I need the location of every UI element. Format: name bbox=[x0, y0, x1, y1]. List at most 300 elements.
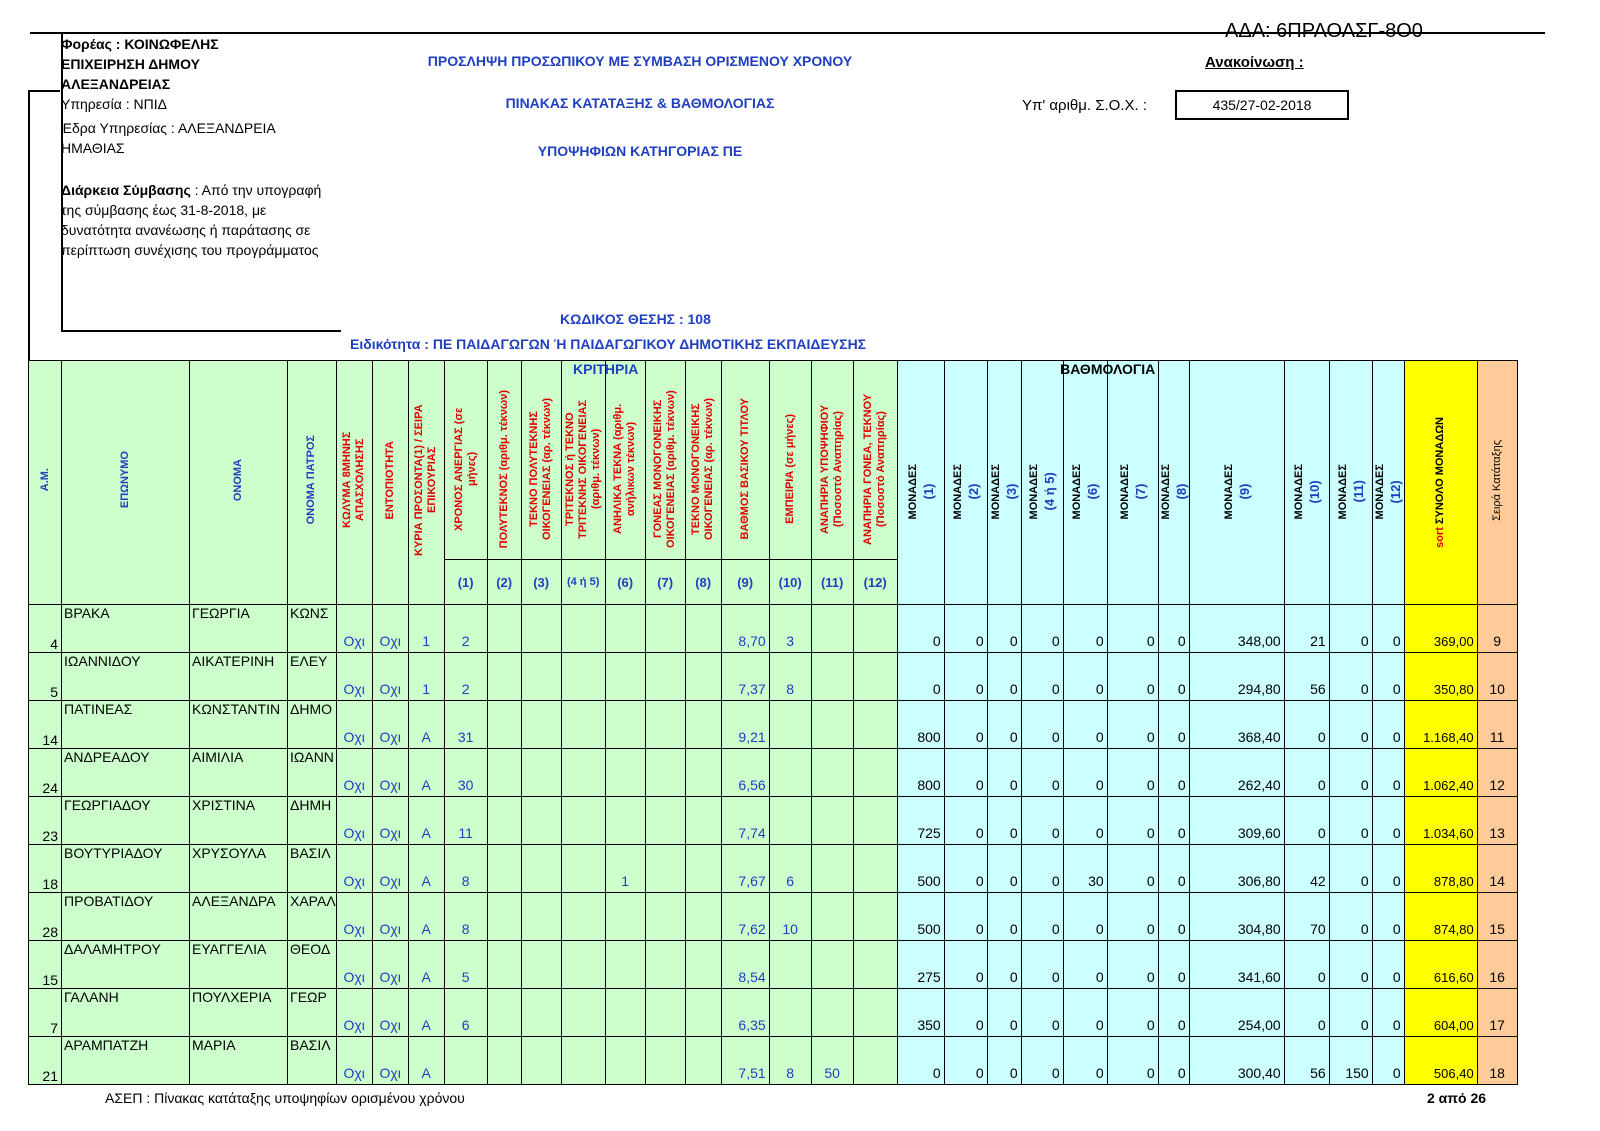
cell-c10 bbox=[769, 797, 811, 845]
cell-kyr: 1 bbox=[408, 605, 444, 653]
cell-empty bbox=[487, 653, 521, 701]
cell-m7: 0 bbox=[1107, 749, 1158, 797]
cell-m11: 0 bbox=[1329, 845, 1372, 893]
cell-c1 bbox=[444, 1037, 487, 1085]
cell-empty bbox=[521, 653, 561, 701]
cell-empty bbox=[521, 845, 561, 893]
cell-empty bbox=[561, 749, 605, 797]
cell-ep: ΔΑΛΑΜΗΤΡΟΥ bbox=[62, 941, 190, 989]
cell-m4: 0 bbox=[1021, 749, 1063, 797]
cell-pat: ΧΑΡΑΛ bbox=[288, 893, 337, 941]
cell-m12: 0 bbox=[1372, 701, 1404, 749]
cell-m7: 0 bbox=[1107, 1037, 1158, 1085]
cell-kyr: Α bbox=[408, 749, 444, 797]
header-criterion: ΓΟΝΕΑΣ ΜΟΝΟΓΟΝΕΙΚΗΣ ΟΙΚΟΓΕΝΕΙΑΣ (αριθμ. τέκνων) (7) bbox=[645, 361, 685, 605]
cell-on: ΑΙΚΑΤΕΡΙΝΗ bbox=[190, 653, 288, 701]
cell-kol: Οχι bbox=[336, 605, 372, 653]
cell-c1: 6 bbox=[444, 989, 487, 1037]
cell-pat: ΓΕΩΡ bbox=[288, 989, 337, 1037]
header-criterion: ΒΑΘΜΟΣ ΒΑΣΙΚΟΥ ΤΙΤΛΟΥ (9) bbox=[721, 361, 769, 605]
table-row bbox=[29, 941, 1518, 989]
cell-m3: 0 bbox=[987, 749, 1021, 797]
cell-empty bbox=[645, 797, 685, 845]
page-number: 2 από 26 bbox=[1427, 1090, 1487, 1106]
diarkeia-text: : Από την υπογραφή της σύμβασης έως 31-8-2018, με δυνατότητα ανανέωσης ή παράτασης σε περίπτωση συνέχισης του προγράμματος bbox=[61, 182, 322, 258]
cell-empty bbox=[853, 893, 897, 941]
cell-rank: 18 bbox=[1477, 1037, 1517, 1085]
cell-empty bbox=[521, 1037, 561, 1085]
cell-m9: 294,80 bbox=[1189, 653, 1284, 701]
cell-empty bbox=[645, 893, 685, 941]
cell-m8: 0 bbox=[1158, 701, 1189, 749]
cell-empty bbox=[853, 653, 897, 701]
cell-c11 bbox=[811, 749, 853, 797]
cell-sum: 350,80 bbox=[1404, 653, 1477, 701]
cell-am: 14 bbox=[29, 701, 62, 749]
cell-ent: Οχι bbox=[372, 941, 408, 989]
cell-m9: 341,60 bbox=[1189, 941, 1284, 989]
cell-m3: 0 bbox=[987, 653, 1021, 701]
cell-sum: 1.168,40 bbox=[1404, 701, 1477, 749]
position-code: ΚΩΔΙΚΟΣ ΘΕΣΗΣ : 108 bbox=[560, 311, 711, 327]
header-criterion: ΑΝΑΠΗΡΙΑ ΥΠΟΨΗΦΙΟΥ (Ποσοστό Αναπηρίας) (11) bbox=[811, 361, 853, 605]
cell-m2: 0 bbox=[944, 845, 987, 893]
cell-empty bbox=[521, 701, 561, 749]
cell-m6: 0 bbox=[1063, 749, 1107, 797]
cell-m8: 0 bbox=[1158, 749, 1189, 797]
cell-ep: ΑΝΔΡΕΑΔΟΥ bbox=[62, 749, 190, 797]
cell-on: ΕΥΑΓΓΕΛΙΑ bbox=[190, 941, 288, 989]
cell-m10: 0 bbox=[1284, 701, 1329, 749]
cell-c10: 6 bbox=[769, 845, 811, 893]
cell-empty bbox=[685, 701, 721, 749]
cell-m6: 0 bbox=[1063, 605, 1107, 653]
cell-empty bbox=[853, 1037, 897, 1085]
cell-m10: 0 bbox=[1284, 749, 1329, 797]
cell-on: ΑΛΕΞΑΝΔΡΑ bbox=[190, 893, 288, 941]
ypiresia: Υπηρεσία : ΝΠΙΔ bbox=[61, 96, 167, 112]
specialty: Ειδικότητα : ΠΕ ΠΑΙΔΑΓΩΓΩΝ Ή ΠΑΙΔΑΓΩΓΙΚΟΥ ΔΗΜΟΤΙΚΗΣ ΕΚΠΑΙΔΕΥΣΗΣ bbox=[350, 336, 867, 352]
cell-kyr: Α bbox=[408, 893, 444, 941]
cell-m6: 30 bbox=[1063, 845, 1107, 893]
header-entopiotita: ΕΝΤΟΠΙΟΤΗΤΑ bbox=[372, 361, 408, 605]
cell-m1: 275 bbox=[897, 941, 944, 989]
cell-c10: 3 bbox=[769, 605, 811, 653]
cell-m10: 0 bbox=[1284, 941, 1329, 989]
cell-empty bbox=[685, 797, 721, 845]
header-criterion: ΧΡΟΝΟΣ ΑΝΕΡΓΙΑΣ (σε μήνες) (1) bbox=[444, 361, 487, 605]
cell-empty bbox=[853, 845, 897, 893]
cell-kol: Οχι bbox=[336, 1037, 372, 1085]
edra: Έδρα Υπηρεσίας : ΑΛΕΞΑΝΔΡΕΙΑ ΗΜΑΘΙΑΣ bbox=[61, 120, 275, 156]
cell-empty bbox=[685, 653, 721, 701]
cell-c11 bbox=[811, 845, 853, 893]
cell-m12: 0 bbox=[1372, 941, 1404, 989]
cell-c10: 8 bbox=[769, 653, 811, 701]
cell-m4: 0 bbox=[1021, 701, 1063, 749]
cell-pat: ΔΗΜΗ bbox=[288, 797, 337, 845]
cell-c10 bbox=[769, 749, 811, 797]
cell-m12: 0 bbox=[1372, 653, 1404, 701]
cell-ent: Οχι bbox=[372, 845, 408, 893]
cell-sum: 506,40 bbox=[1404, 1037, 1477, 1085]
cell-ep: ΓΑΛΑΝΗ bbox=[62, 989, 190, 1037]
cell-ep: ΠΑΤΙΝΕΑΣ bbox=[62, 701, 190, 749]
table-row bbox=[29, 797, 1518, 845]
cell-empty bbox=[853, 941, 897, 989]
cell-sum: 1.062,40 bbox=[1404, 749, 1477, 797]
cell-empty bbox=[645, 845, 685, 893]
cell-empty bbox=[521, 605, 561, 653]
header-monades: ΜΟΝΑΔΕΣ (10) bbox=[1284, 361, 1329, 605]
cell-m10: 0 bbox=[1284, 797, 1329, 845]
cell-c11 bbox=[811, 797, 853, 845]
cell-m1: 500 bbox=[897, 845, 944, 893]
cell-empty bbox=[561, 893, 605, 941]
ranking-table bbox=[28, 360, 1518, 1085]
left-bracket bbox=[28, 90, 60, 362]
cell-m9: 309,60 bbox=[1189, 797, 1284, 845]
header-monades: ΜΟΝΑΔΕΣ (2) bbox=[944, 361, 987, 605]
cell-empty bbox=[685, 749, 721, 797]
cell-m10: 0 bbox=[1284, 989, 1329, 1037]
cell-m11: 0 bbox=[1329, 893, 1372, 941]
cell-on: ΧΡΙΣΤΙΝΑ bbox=[190, 797, 288, 845]
cell-empty bbox=[521, 989, 561, 1037]
cell-empty bbox=[561, 653, 605, 701]
cell-m7: 0 bbox=[1107, 893, 1158, 941]
cell-on: ΧΡΥΣΟΥΛΑ bbox=[190, 845, 288, 893]
cell-c9: 9,21 bbox=[721, 701, 769, 749]
header-criterion: ΤΡΙΤΕΚΝΟΣ ή ΤΕΚΝΟ ΤΡΙΤΕΚΝΗΣ ΟΙΚΟΓΕΝΕΙΑΣ (αριθμ. τέκνων) (4 ή 5) bbox=[561, 361, 605, 605]
cell-am: 23 bbox=[29, 797, 62, 845]
cell-kol: Οχι bbox=[336, 701, 372, 749]
cell-am: 5 bbox=[29, 653, 62, 701]
footer-left: ΑΣΕΠ : Πίνακας κατάταξης υποψηφίων ορισμένου χρόνου bbox=[105, 1090, 465, 1106]
cell-kyr: Α bbox=[408, 1037, 444, 1085]
cell-m11: 0 bbox=[1329, 749, 1372, 797]
cell-empty bbox=[561, 941, 605, 989]
header-monades: ΒΑΘΜΟΛΟΓΙΑ ΜΟΝΑΔΕΣ (7) bbox=[1107, 361, 1158, 605]
cell-m6: 0 bbox=[1063, 989, 1107, 1037]
cell-m10: 56 bbox=[1284, 653, 1329, 701]
table-row bbox=[29, 989, 1518, 1037]
cell-rank: 12 bbox=[1477, 749, 1517, 797]
cell-empty bbox=[685, 845, 721, 893]
cell-m10: 21 bbox=[1284, 605, 1329, 653]
cell-empty bbox=[487, 701, 521, 749]
cell-m4: 0 bbox=[1021, 893, 1063, 941]
cell-rank: 13 bbox=[1477, 797, 1517, 845]
table-row bbox=[29, 893, 1518, 941]
cell-c6 bbox=[605, 989, 645, 1037]
cell-ent: Οχι bbox=[372, 605, 408, 653]
cell-kyr: Α bbox=[408, 701, 444, 749]
cell-m6: 0 bbox=[1063, 701, 1107, 749]
cell-m8: 0 bbox=[1158, 1037, 1189, 1085]
cell-sum: 369,00 bbox=[1404, 605, 1477, 653]
foreas: Φορέας : ΚΟΙΝΩΦΕΛΗΣ ΕΠΙΧΕΙΡΗΣΗ ΔΗΜΟΥ ΑΛΕΞΑΝΔΡΕΙΑΣ bbox=[61, 36, 219, 92]
cell-empty bbox=[487, 1037, 521, 1085]
header-criterion: ΤΕΚΝΟ ΠΟΛΥΤΕΚΝΗΣ ΟΙΚΟΓΕΝΕΙΑΣ (αρ. τέκνων) (3) bbox=[521, 361, 561, 605]
cell-empty bbox=[561, 845, 605, 893]
cell-pat: ΔΗΜΟ bbox=[288, 701, 337, 749]
cell-sum: 604,00 bbox=[1404, 989, 1477, 1037]
cell-am: 24 bbox=[29, 749, 62, 797]
header-onoma: ΟΝΟΜΑ bbox=[190, 361, 288, 605]
cell-c6 bbox=[605, 893, 645, 941]
cell-m9: 348,00 bbox=[1189, 605, 1284, 653]
cell-m11: 0 bbox=[1329, 653, 1372, 701]
cell-m4: 0 bbox=[1021, 845, 1063, 893]
anakoinosi-label: Ανακοίνωση : bbox=[1205, 54, 1304, 71]
cell-empty bbox=[853, 797, 897, 845]
cell-c6 bbox=[605, 797, 645, 845]
cell-sum: 874,80 bbox=[1404, 893, 1477, 941]
cell-pat: ΚΩΝΣ bbox=[288, 605, 337, 653]
cell-ep: ΑΡΑΜΠΑΤΖΗ bbox=[62, 1037, 190, 1085]
cell-m1: 800 bbox=[897, 749, 944, 797]
cell-pat: ΒΑΣΙΛ bbox=[288, 1037, 337, 1085]
cell-ent: Οχι bbox=[372, 893, 408, 941]
cell-pat: ΕΛΕΥ bbox=[288, 653, 337, 701]
cell-m7: 0 bbox=[1107, 653, 1158, 701]
cell-c9: 6,35 bbox=[721, 989, 769, 1037]
cell-m1: 350 bbox=[897, 989, 944, 1037]
cell-sum: 878,80 bbox=[1404, 845, 1477, 893]
cell-c1: 2 bbox=[444, 605, 487, 653]
cell-m7: 0 bbox=[1107, 797, 1158, 845]
header-eponymo: ΕΠΩΝΥΜΟ bbox=[62, 361, 190, 605]
cell-m2: 0 bbox=[944, 653, 987, 701]
cell-m2: 0 bbox=[944, 1037, 987, 1085]
cell-am: 15 bbox=[29, 941, 62, 989]
cell-empty bbox=[645, 701, 685, 749]
cell-m9: 304,80 bbox=[1189, 893, 1284, 941]
cell-rank: 16 bbox=[1477, 941, 1517, 989]
cell-empty bbox=[561, 989, 605, 1037]
cell-c11 bbox=[811, 605, 853, 653]
diarkeia bbox=[61, 180, 336, 260]
cell-c9: 7,74 bbox=[721, 797, 769, 845]
header-onoma-patros: ΟΝΟΜΑ ΠΑΤΡΟΣ bbox=[288, 361, 337, 605]
header-criterion: ΑΝΑΠΗΡΙΑ ΓΟΝΕΑ, ΤΕΚΝΟΥ (Ποσοστό Αναπηρίας) (12) bbox=[853, 361, 897, 605]
cell-c9: 7,37 bbox=[721, 653, 769, 701]
diarkeia-label: Διάρκεια Σύμβασης bbox=[61, 182, 191, 198]
cell-m3: 0 bbox=[987, 1037, 1021, 1085]
cell-m6: 0 bbox=[1063, 1037, 1107, 1085]
cell-kyr: Α bbox=[408, 989, 444, 1037]
cell-c6 bbox=[605, 653, 645, 701]
cell-c6 bbox=[605, 941, 645, 989]
cell-m1: 0 bbox=[897, 605, 944, 653]
cell-m12: 0 bbox=[1372, 845, 1404, 893]
cell-m2: 0 bbox=[944, 701, 987, 749]
cell-empty bbox=[521, 797, 561, 845]
cell-c11 bbox=[811, 941, 853, 989]
cell-m3: 0 bbox=[987, 989, 1021, 1037]
cell-m12: 0 bbox=[1372, 893, 1404, 941]
cell-m11: 0 bbox=[1329, 989, 1372, 1037]
cell-rank: 15 bbox=[1477, 893, 1517, 941]
header-kyria: ΚΥΡΙΑ ΠΡΟΣΟΝΤΑ(1) / ΣΕΙΡΑ ΕΠΙΚΟΥΡΙΑΣ bbox=[408, 361, 444, 605]
vathmologia-group: ΒΑΘΜΟΛΟΓΙΑ bbox=[1060, 361, 1156, 377]
cell-m8: 0 bbox=[1158, 797, 1189, 845]
cell-kyr: Α bbox=[408, 845, 444, 893]
cell-empty bbox=[487, 845, 521, 893]
cell-empty bbox=[645, 653, 685, 701]
cell-ent: Οχι bbox=[372, 653, 408, 701]
cell-kyr: Α bbox=[408, 941, 444, 989]
cell-empty bbox=[645, 941, 685, 989]
cell-m12: 0 bbox=[1372, 989, 1404, 1037]
cell-rank: 9 bbox=[1477, 605, 1517, 653]
cell-sum: 616,60 bbox=[1404, 941, 1477, 989]
cell-m8: 0 bbox=[1158, 893, 1189, 941]
cell-am: 28 bbox=[29, 893, 62, 941]
cell-empty bbox=[645, 1037, 685, 1085]
cell-rank: 11 bbox=[1477, 701, 1517, 749]
cell-m6: 0 bbox=[1063, 653, 1107, 701]
cell-c6 bbox=[605, 1037, 645, 1085]
cell-empty bbox=[645, 605, 685, 653]
cell-empty bbox=[487, 605, 521, 653]
header-criterion: ΕΜΠΕΙΡΙΑ (σε μήνες) (10) bbox=[769, 361, 811, 605]
cell-m8: 0 bbox=[1158, 989, 1189, 1037]
cell-m8: 0 bbox=[1158, 845, 1189, 893]
cell-empty bbox=[487, 893, 521, 941]
cell-am: 7 bbox=[29, 989, 62, 1037]
cell-m9: 262,40 bbox=[1189, 749, 1284, 797]
cell-kol: Οχι bbox=[336, 989, 372, 1037]
cell-empty bbox=[853, 605, 897, 653]
cell-on: ΚΩΝΣΤΑΝΤΙΝ bbox=[190, 701, 288, 749]
cell-ep: ΙΩΑΝΝΙΔΟΥ bbox=[62, 653, 190, 701]
header-monades: ΜΟΝΑΔΕΣ (3) bbox=[987, 361, 1021, 605]
cell-c9: 7,62 bbox=[721, 893, 769, 941]
cell-c6 bbox=[605, 605, 645, 653]
cell-m7: 0 bbox=[1107, 605, 1158, 653]
cell-c1: 5 bbox=[444, 941, 487, 989]
cell-rank: 17 bbox=[1477, 989, 1517, 1037]
cell-empty bbox=[561, 605, 605, 653]
header-criterion: ΤΕΚΝΟ ΜΟΝΟΓΟΝΕΙΚΗΣ ΟΙΚΟΓΕΝΕΙΑΣ (αρ. τέκνων) (8) bbox=[685, 361, 721, 605]
cell-m3: 0 bbox=[987, 701, 1021, 749]
cell-m1: 0 bbox=[897, 1037, 944, 1085]
cell-m8: 0 bbox=[1158, 941, 1189, 989]
cell-c1: 11 bbox=[444, 797, 487, 845]
cell-empty bbox=[685, 1037, 721, 1085]
table-row bbox=[29, 701, 1518, 749]
cell-empty bbox=[487, 941, 521, 989]
cell-m8: 0 bbox=[1158, 605, 1189, 653]
table-row bbox=[29, 749, 1518, 797]
cell-m2: 0 bbox=[944, 989, 987, 1037]
title-2: ΠΙΝΑΚΑΣ ΚΑΤΑΤΑΞΗΣ & ΒΑΘΜΟΛΟΓΙΑΣ bbox=[505, 95, 775, 111]
header-monades: ΜΟΝΑΔΕΣ (9) bbox=[1189, 361, 1284, 605]
cell-on: ΠΟΥΛΧΕΡΙΑ bbox=[190, 989, 288, 1037]
cell-m11: 150 bbox=[1329, 1037, 1372, 1085]
cell-empty bbox=[685, 989, 721, 1037]
cell-c1: 30 bbox=[444, 749, 487, 797]
cell-m7: 0 bbox=[1107, 701, 1158, 749]
cell-m4: 0 bbox=[1021, 941, 1063, 989]
cell-c1: 8 bbox=[444, 893, 487, 941]
cell-c9: 8,54 bbox=[721, 941, 769, 989]
cell-m4: 0 bbox=[1021, 653, 1063, 701]
header-monades: ΜΟΝΑΔΕΣ (12) bbox=[1372, 361, 1404, 605]
cell-pat: ΘΕΟΔ bbox=[288, 941, 337, 989]
cell-c11: 50 bbox=[811, 1037, 853, 1085]
cell-kol: Οχι bbox=[336, 893, 372, 941]
cell-rank: 10 bbox=[1477, 653, 1517, 701]
cell-m4: 0 bbox=[1021, 1037, 1063, 1085]
header-criterion: ΠΟΛΥΤΕΚΝΟΣ (αριθμ. τέκνων) (2) bbox=[487, 361, 521, 605]
cell-c10 bbox=[769, 941, 811, 989]
cell-m3: 0 bbox=[987, 797, 1021, 845]
cell-c11 bbox=[811, 893, 853, 941]
cell-m6: 0 bbox=[1063, 941, 1107, 989]
cell-on: ΜΑΡΙΑ bbox=[190, 1037, 288, 1085]
cell-m10: 70 bbox=[1284, 893, 1329, 941]
cell-c6: 1 bbox=[605, 845, 645, 893]
cell-rank: 14 bbox=[1477, 845, 1517, 893]
cell-ep: ΓΕΩΡΓΙΑΔΟΥ bbox=[62, 797, 190, 845]
table-row bbox=[29, 845, 1518, 893]
cell-m10: 42 bbox=[1284, 845, 1329, 893]
cell-m6: 0 bbox=[1063, 893, 1107, 941]
cell-ent: Οχι bbox=[372, 749, 408, 797]
cell-m4: 0 bbox=[1021, 797, 1063, 845]
cell-c9: 7,51 bbox=[721, 1037, 769, 1085]
soh-label: Υπ' αριθμ. Σ.Ο.Χ. : bbox=[1022, 97, 1148, 114]
cell-pat: ΙΩΑΝΝ bbox=[288, 749, 337, 797]
soh-value: 435/27-02-2018 bbox=[1175, 90, 1349, 120]
cell-m8: 0 bbox=[1158, 653, 1189, 701]
header-criterion: ΚΡΙΤΗΡΙΑ ΑΝΗΛΙΚΑ ΤΕΚΝΑ (αριθμ. ανήλικων τέκνων) (6) bbox=[605, 361, 645, 605]
ada-code: ΑΔΑ: 6ΠΡΛΟΛΣΓ-8Ο0 bbox=[1225, 20, 1423, 42]
cell-m9: 254,00 bbox=[1189, 989, 1284, 1037]
header-monades: ΜΟΝΑΔΕΣ (6) bbox=[1063, 361, 1107, 605]
cell-pat: ΒΑΣΙΛ bbox=[288, 845, 337, 893]
cell-empty bbox=[561, 1037, 605, 1085]
cell-m6: 0 bbox=[1063, 797, 1107, 845]
cell-m3: 0 bbox=[987, 845, 1021, 893]
cell-empty bbox=[685, 605, 721, 653]
cell-m12: 0 bbox=[1372, 605, 1404, 653]
cell-m3: 0 bbox=[987, 893, 1021, 941]
cell-empty bbox=[487, 749, 521, 797]
cell-kyr: Α bbox=[408, 797, 444, 845]
cell-c1: 31 bbox=[444, 701, 487, 749]
cell-empty bbox=[853, 989, 897, 1037]
cell-ent: Οχι bbox=[372, 1037, 408, 1085]
cell-empty bbox=[521, 893, 561, 941]
cell-m1: 500 bbox=[897, 893, 944, 941]
cell-on: ΑΙΜΙΛΙΑ bbox=[190, 749, 288, 797]
table-row bbox=[29, 653, 1518, 701]
cell-empty bbox=[561, 701, 605, 749]
cell-m12: 0 bbox=[1372, 797, 1404, 845]
header-seira: Σειρά Κατάταξης bbox=[1477, 361, 1517, 605]
header-am: Α.Μ. bbox=[29, 361, 62, 605]
cell-m3: 0 bbox=[987, 941, 1021, 989]
header-monades: ΜΟΝΑΔΕΣ (1) bbox=[897, 361, 944, 605]
cell-ep: ΒΟΥΤΥΡΙΑΔΟΥ bbox=[62, 845, 190, 893]
cell-c6 bbox=[605, 701, 645, 749]
title-3: ΥΠΟΨΗΦΙΩΝ ΚΑΤΗΓΟΡΙΑΣ ΠΕ bbox=[537, 143, 743, 159]
cell-ent: Οχι bbox=[372, 989, 408, 1037]
